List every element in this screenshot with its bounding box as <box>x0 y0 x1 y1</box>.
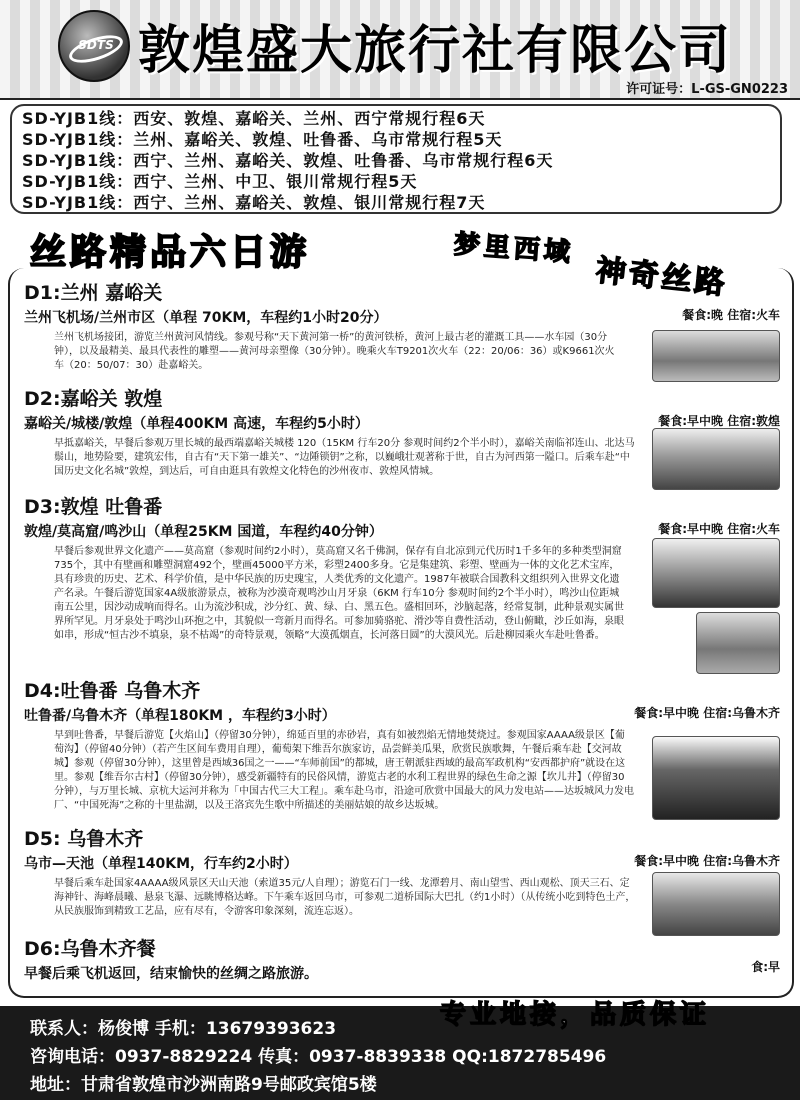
contact-info: 联系人：杨俊博 手机：13679393623 <box>30 1019 337 1039</box>
slogan-dream-west: 梦里西域 <box>452 229 575 269</box>
day-description: 早餐后乘车赴国家4AAAA级风景区天山天池（索道35元/人自理）；游览石门一线、龙潭碧月、南山望雪、西山观松、顶天三石、定海神针、海峰晨曦、悬泉飞瀑、远眺博格达峰。下午乘车返回乌市，可参观二道桥国际大巴扎（约1小时）（从传统小吃到特色土产，从民族服饰到精致工艺品，应有尽有，令游客印象深刻，流连忘返）。 <box>54 878 636 917</box>
logo-text: SDTS <box>78 38 114 52</box>
day-meal: 餐食:早中晚 住宿:敦煌 <box>658 414 780 428</box>
jiayuguan-tower-photo <box>652 428 780 490</box>
footer-slogan: 专业地接，品质保证 <box>440 1000 711 1030</box>
header <box>0 0 800 100</box>
license-number: 许可证号：L-GS-GN0223 <box>626 82 788 97</box>
yellow-river-mother-photo <box>652 330 780 382</box>
day-route: 嘉峪关/城楼/敦煌（单程400KM 高速，车程约5小时） <box>24 416 369 432</box>
slogan-silk-road: 神奇丝路 <box>594 253 730 302</box>
day-route: 早餐后乘飞机返回，结束愉快的丝绸之路旅游。 <box>24 966 318 982</box>
day-6 <box>24 934 784 983</box>
route-item: SD-YJB1线：西宁、兰州、中卫、银川常规行程5天 <box>22 172 418 191</box>
day-meal: 餐食:晚 住宿:火车 <box>682 308 780 322</box>
day-description: 早到吐鲁番，早餐后游览【火焰山】（停留30分钟），绵延百里的赤砂岩，真有如被烈焰无情地焚烧过。参观国家AAAA级景区【葡萄沟】（停留40分钟）（若产生区间车费用自理），葡萄架下维吾尔族家访，品尝鲜美瓜果，欣赏民族歌舞，午餐后乘车赴【交河故城】参观（停留30分钟），这里曾是西域36国之一——“车师前国”的都城，唐王朝派驻西域的最高军政机构“安西都护府”就设在这里。参观【维吾尔古村】（停留30分钟），感受新疆特有的民俗风情，游览古老的水利工程世界的绿色生命之源【坎儿井】（停留30分钟），与万里长城、京杭大运河并称为「中国古代三大工程」。乘车赴乌市，沿途可欣赏中国最大的风力发电站——达坂城风力发电厂、“中国死海”之称的十里盐湖，以及王洛宾先生歌中所描述的美丽姑娘的故乡达坂城。 <box>54 730 634 811</box>
day-title: D4:吐鲁番 乌鲁木齐 <box>24 680 201 702</box>
tianchi-lake-photo <box>652 872 780 936</box>
day-route: 吐鲁番/乌鲁木齐（单程180KM ，车程约3小时） <box>24 708 336 724</box>
route-item: SD-YJB1线：西宁、兰州、嘉峪关、敦煌、吐鲁番、乌市常规行程6天 <box>22 151 554 170</box>
day-meal: 餐食:早中晚 住宿:火车 <box>658 522 780 536</box>
day-meal: 餐食:早中晚 住宿:乌鲁木齐 <box>634 854 780 868</box>
flaming-mountain-photo <box>652 736 780 820</box>
day-title: D5: 乌鲁木齐 <box>24 828 144 850</box>
phone-info: 咨询电话：0937-8829224 传真：0937-8839338 QQ:1872785496 <box>30 1047 607 1067</box>
day-title: D6:乌鲁木齐餐 <box>24 938 156 960</box>
day-title: D2:嘉峪关 敦煌 <box>24 388 163 410</box>
route-item: SD-YJB1线：兰州、嘉峪关、敦煌、吐鲁番、乌市常规行程5天 <box>22 130 503 149</box>
day-route: 乌市—天池（单程140KM，行车约2小时） <box>24 856 298 872</box>
day-route: 敦煌/莫高窟/鸣沙山（单程25KM 国道，车程约40分钟） <box>24 524 383 540</box>
route-item: SD-YJB1线：西安、敦煌、嘉峪关、兰州、西宁常规行程6天 <box>22 109 486 128</box>
day-title: D3:敦煌 吐鲁番 <box>24 496 163 518</box>
day-description: 兰州飞机场接团，游览兰州黄河风情线。参观号称“天下黄河第一桥”的黄河铁桥，黄河上最古老的灌溉工具——水车园（30分钟），以及最精美、最具代表性的雕塑——黄河母亲塑像（30分钟）。晚乘火车T9201次火车（22：20/06：36）或K9661次火车（20：50/07：30）赴嘉峪关。 <box>54 332 615 371</box>
day-meal: 餐食:早中晚 住宿:乌鲁木齐 <box>634 706 780 720</box>
day-description: 早餐后参观世界文化遗产——莫高窟（参观时间约2小时），莫高窟又名千佛洞，保存有自北凉到元代历时1千多年的多种类型洞窟735个，其中有壁画和雕塑洞窟492个，壁画45000平方米，彩塑2400多身。它是集建筑、彩塑、壁画为一体的文化艺术宝库，具有珍贵的历史、艺术、科学价值，是中华民族的历史瑰宝，人类优秀的文化遗产。1987年被联合国教科文组织列入世界文化遗产名录。午餐后游览国家4A级旅游景点，被称为沙漠奇观鸣沙山月牙泉（6KM 行车10分 参观时间约2个半小时），鸣沙山位距城南五公里，因沙动成响而得名。山为流沙积成，沙分红、黄、绿、白、黑五色。盛相回环，沙脑起落，经常复制，此种景观实属世界所罕见。月牙泉处于鸣沙山环抱之中，其貌似一弯新月而得名。可参加骑骆驼、滑沙等自费性活动，登山俯瞰，沙丘如海，泉眼如串，形成“恒古沙不填泉，泉不枯竭”的奇特景观，领略“大漠孤烟直，长河落日圆”的大漠风光。后赴柳园乘火车赴吐鲁番。 <box>54 546 624 641</box>
day-title: D1:兰州 嘉峪关 <box>24 282 163 304</box>
address-info: 地址：甘肃省敦煌市沙洲南路9号邮政宾馆5楼 <box>30 1075 377 1095</box>
day-route: 兰州飞机场/兰州市区（单程 70KM，车程约1小时20分） <box>24 310 388 326</box>
company-logo <box>58 10 130 82</box>
route-item: SD-YJB1线：西宁、兰州、嘉峪关、敦煌、银川常规行程7天 <box>22 193 486 212</box>
day-description: 早抵嘉峪关，早餐后参观万里长城的最西端嘉峪关城楼 120（15KM 行车20分 参观时间约2个半小时），嘉峪关南临祁连山、北达马鬃山，地势险要，建筑宏伟，自古有“天下第一雄关”、“边陲锁钥”之称，以巍峨壮观著称于世，自古为河西第一隘口。后乘车赴“中国历史文化名城”敦煌，到达后，可自由逛具有敦煌文化特色的沙州夜市、敦煌风情城。 <box>54 438 635 477</box>
company-name: 敦煌盛大旅行社有限公司 <box>138 21 733 81</box>
day-meal: 食:早 <box>751 960 780 974</box>
route-list <box>10 104 782 214</box>
dunhuang-desert-photo <box>652 538 780 608</box>
crescent-spring-photo <box>696 612 780 674</box>
tour-title: 丝路精品六日游 <box>30 232 311 273</box>
